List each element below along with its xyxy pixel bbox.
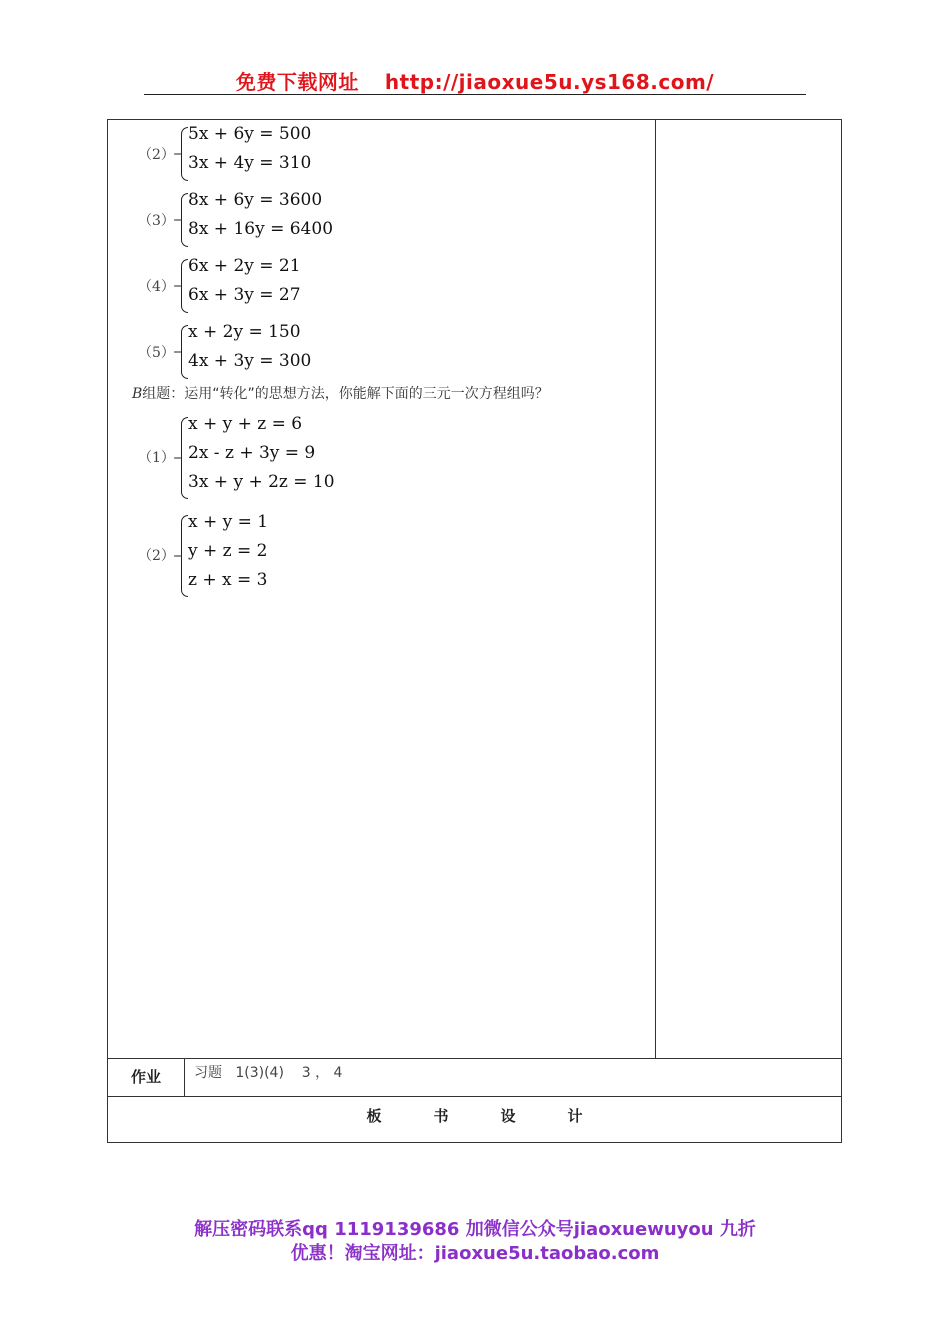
brace-icon bbox=[181, 127, 188, 181]
equation-label: （2） bbox=[138, 548, 175, 564]
equation-line: 6x + 3y = 27 bbox=[188, 285, 301, 305]
equation-line: 8x + 16y = 6400 bbox=[188, 219, 334, 239]
group-b-text: 组题：运用“转化”的思想方法，你能解下面的三元一次方程组吗？ bbox=[142, 386, 549, 402]
equation-line: x + y + z = 6 bbox=[188, 414, 303, 434]
group-b-letter: B bbox=[132, 386, 143, 402]
equation-label: （3） bbox=[138, 213, 175, 229]
equation-label: （5） bbox=[138, 345, 175, 361]
brace-icon bbox=[181, 193, 188, 247]
column-divider bbox=[655, 120, 656, 1058]
equation-line: 4x + 3y = 300 bbox=[188, 351, 312, 371]
equation-line: y + z = 2 bbox=[188, 541, 268, 561]
header-line bbox=[0, 66, 950, 95]
homework-cell-divider bbox=[184, 1058, 185, 1096]
homework-content: 习题 1(3)(4) 3 ， 4 bbox=[194, 1065, 343, 1081]
lesson-table bbox=[107, 119, 842, 1143]
equation-line: z + x = 3 bbox=[188, 570, 268, 590]
brace-icon bbox=[181, 417, 188, 499]
equation-line: 3x + 4y = 310 bbox=[188, 153, 312, 173]
board-design-row bbox=[108, 1096, 841, 1136]
board-char: 设 bbox=[500, 1107, 516, 1125]
homework-label: 作业 bbox=[130, 1068, 161, 1086]
footer-line-1: 解压密码联系qq 1119139686 加微信公众号jiaoxuewuyou 九折 bbox=[194, 1219, 756, 1240]
group-b-prompt bbox=[132, 383, 549, 403]
footer-line-2: 优惠！淘宝网址：jiaoxue5u.taobao.com bbox=[290, 1243, 660, 1264]
header-site-label: 免费下载网址 bbox=[235, 70, 359, 94]
board-char: 计 bbox=[567, 1107, 583, 1125]
equation-line: x + 2y = 150 bbox=[188, 322, 301, 342]
brace-icon bbox=[181, 259, 188, 313]
equation-label: （2） bbox=[138, 147, 175, 163]
equation-line: 6x + 2y = 21 bbox=[188, 256, 301, 276]
header-url-link[interactable]: http://jiaoxue5u.ys168.com/ bbox=[384, 70, 715, 94]
brace-icon bbox=[181, 515, 188, 597]
equation-label: （1） bbox=[138, 450, 175, 466]
equation-line: 2x - z + 3y = 9 bbox=[188, 443, 316, 463]
equation-line: x + y = 1 bbox=[188, 512, 269, 532]
board-char: 板 bbox=[366, 1107, 382, 1125]
footer-notice bbox=[0, 1218, 950, 1266]
brace-icon bbox=[181, 325, 188, 379]
equation-line: 8x + 6y = 3600 bbox=[188, 190, 323, 210]
header-rule bbox=[144, 94, 806, 95]
equation-line: 5x + 6y = 500 bbox=[188, 124, 312, 144]
equation-label: （4） bbox=[138, 279, 175, 295]
board-char: 书 bbox=[433, 1107, 449, 1125]
equation-line: 3x + y + 2z = 10 bbox=[188, 472, 335, 492]
